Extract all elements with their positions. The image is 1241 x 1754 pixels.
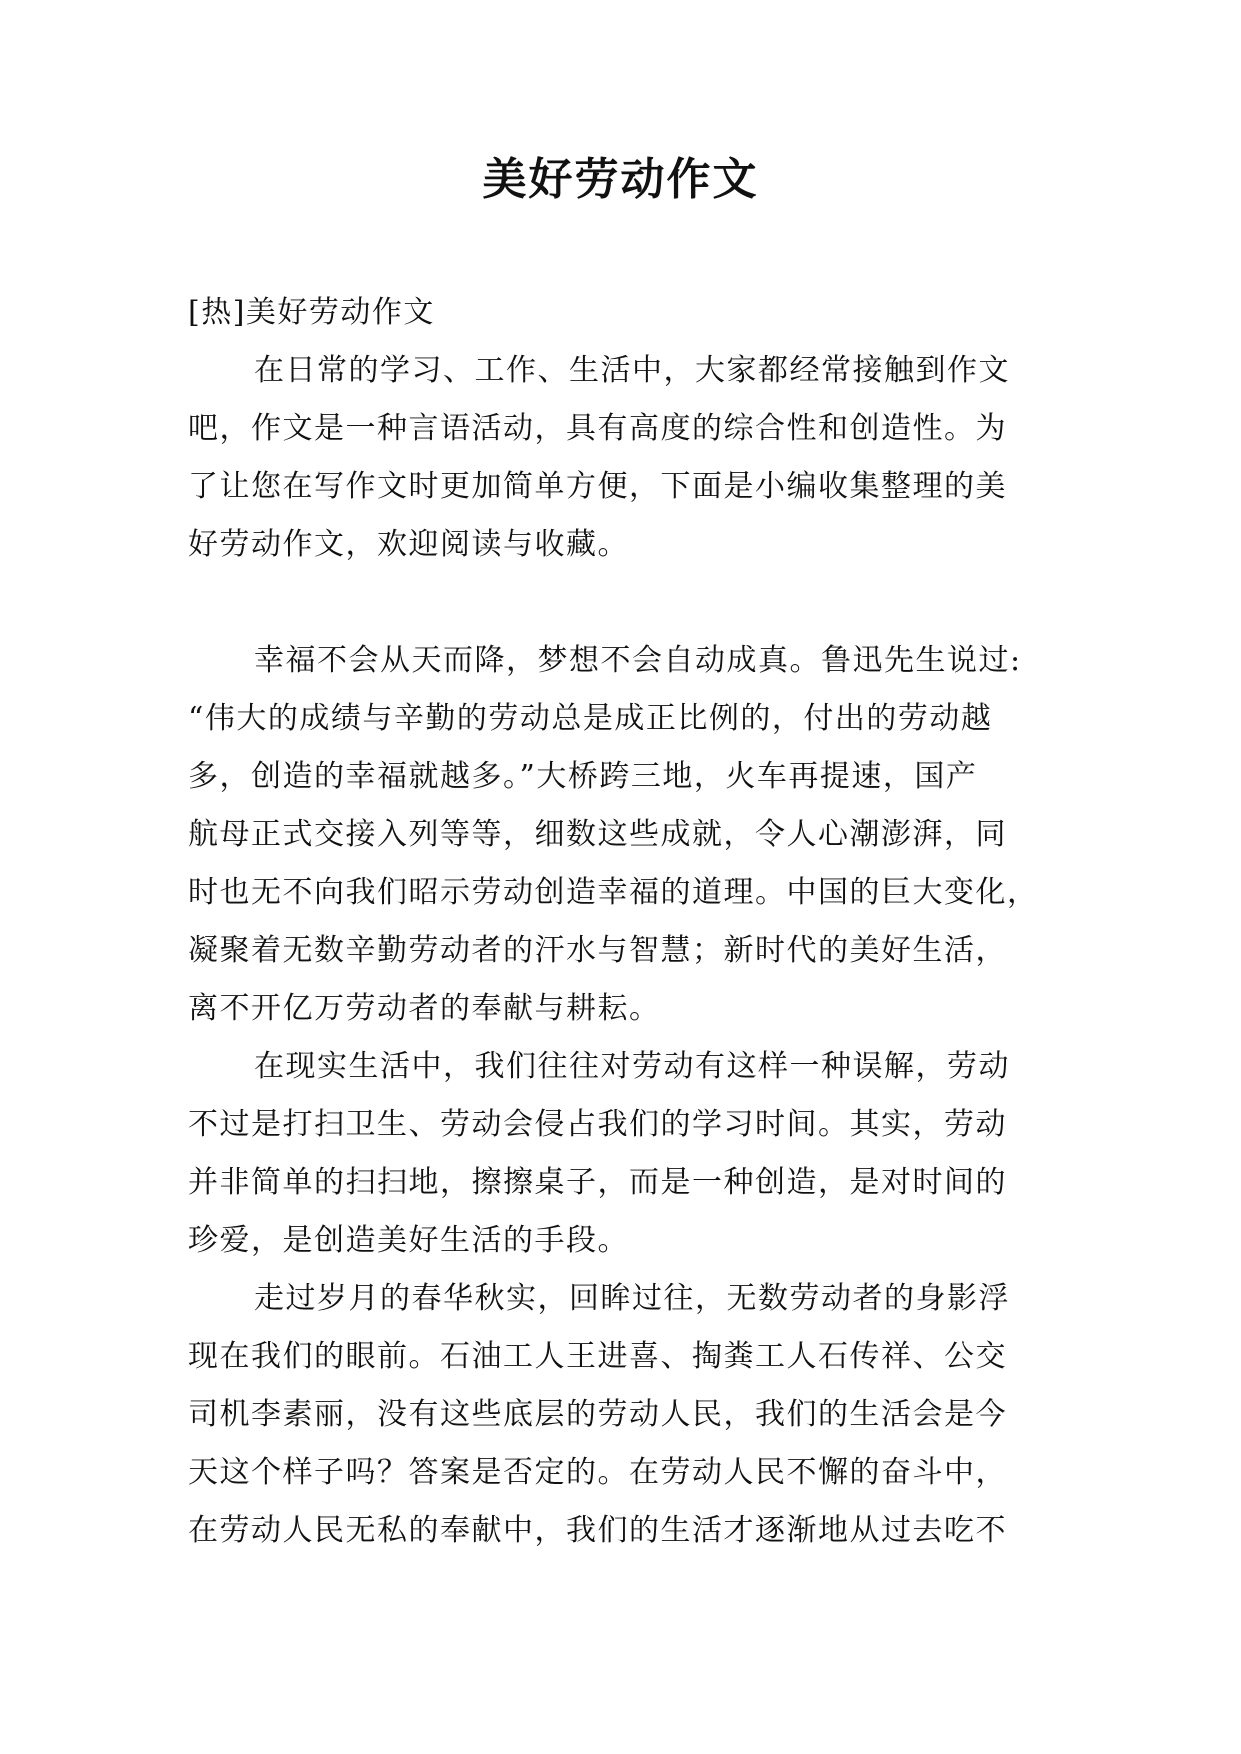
- paragraph-line: 凝聚着无数辛勤劳动者的汗水与智慧；新时代的美好生活，: [188, 933, 1007, 968]
- document-title: 美好劳动作文: [482, 154, 759, 205]
- paragraph-line: 在现实生活中，我们往往对劳动有这样一种误解，劳动: [254, 1049, 1010, 1084]
- paragraph-line: 司机李素丽，没有这些底层的劳动人民，我们的生活会是今: [188, 1397, 1007, 1432]
- paragraph-line: 幸福不会从天而降，梦想不会自动成真。鲁迅先生说过:: [254, 643, 1022, 678]
- paragraph-line: 不过是打扫卫生、劳动会侵占我们的学习时间。其实，劳动: [188, 1107, 1007, 1142]
- paragraph-line: 时也无不向我们昭示劳动创造幸福的道理。中国的巨大变化，: [188, 875, 1039, 910]
- paragraph-line: 走过岁月的春华秋实，回眸过往，无数劳动者的身影浮: [254, 1281, 1010, 1316]
- paragraph-line: 天这个样子吗？答案是否定的。在劳动人民不懈的奋斗中，: [188, 1455, 1007, 1490]
- intro-line: 了让您在写作文时更加简单方便，下面是小编收集整理的美: [188, 469, 1007, 504]
- paragraph-line: “伟大的成绩与辛勤的劳动总是成正比例的，付出的劳动越: [188, 701, 993, 736]
- document-body: [188, 284, 1053, 1560]
- paragraph-spacer: [188, 574, 1053, 632]
- paragraph-line: 在劳动人民无私的奉献中，我们的生活才逐渐地从过去吃不: [188, 1513, 1007, 1548]
- intro-line: 在日常的学习、工作、生活中，大家都经常接触到作文: [254, 353, 1010, 388]
- paragraph-line: 并非简单的扫扫地，擦擦桌子，而是一种创造，是对时间的: [188, 1165, 1007, 1200]
- paragraph-line: 珍爱，是创造美好生活的手段。: [188, 1223, 629, 1258]
- paragraph-line: 航母正式交接入列等等，细数这些成就，令人心潮澎湃，同: [188, 817, 1007, 852]
- paragraph-line: 多，创造的幸福就越多。”大桥跨三地，火车再提速，国产: [188, 759, 978, 794]
- paragraph-line: 离不开亿万劳动者的奉献与耕耘。: [188, 991, 661, 1026]
- intro-line: 好劳动作文，欢迎阅读与收藏。: [188, 527, 629, 562]
- paragraph-line: 现在我们的眼前。石油工人王进喜、掏粪工人石传祥、公交: [188, 1339, 1007, 1374]
- document-subtitle: [热]美好劳动作文: [188, 295, 435, 330]
- intro-line: 吧，作文是一种言语活动，具有高度的综合性和创造性。为: [188, 411, 1007, 446]
